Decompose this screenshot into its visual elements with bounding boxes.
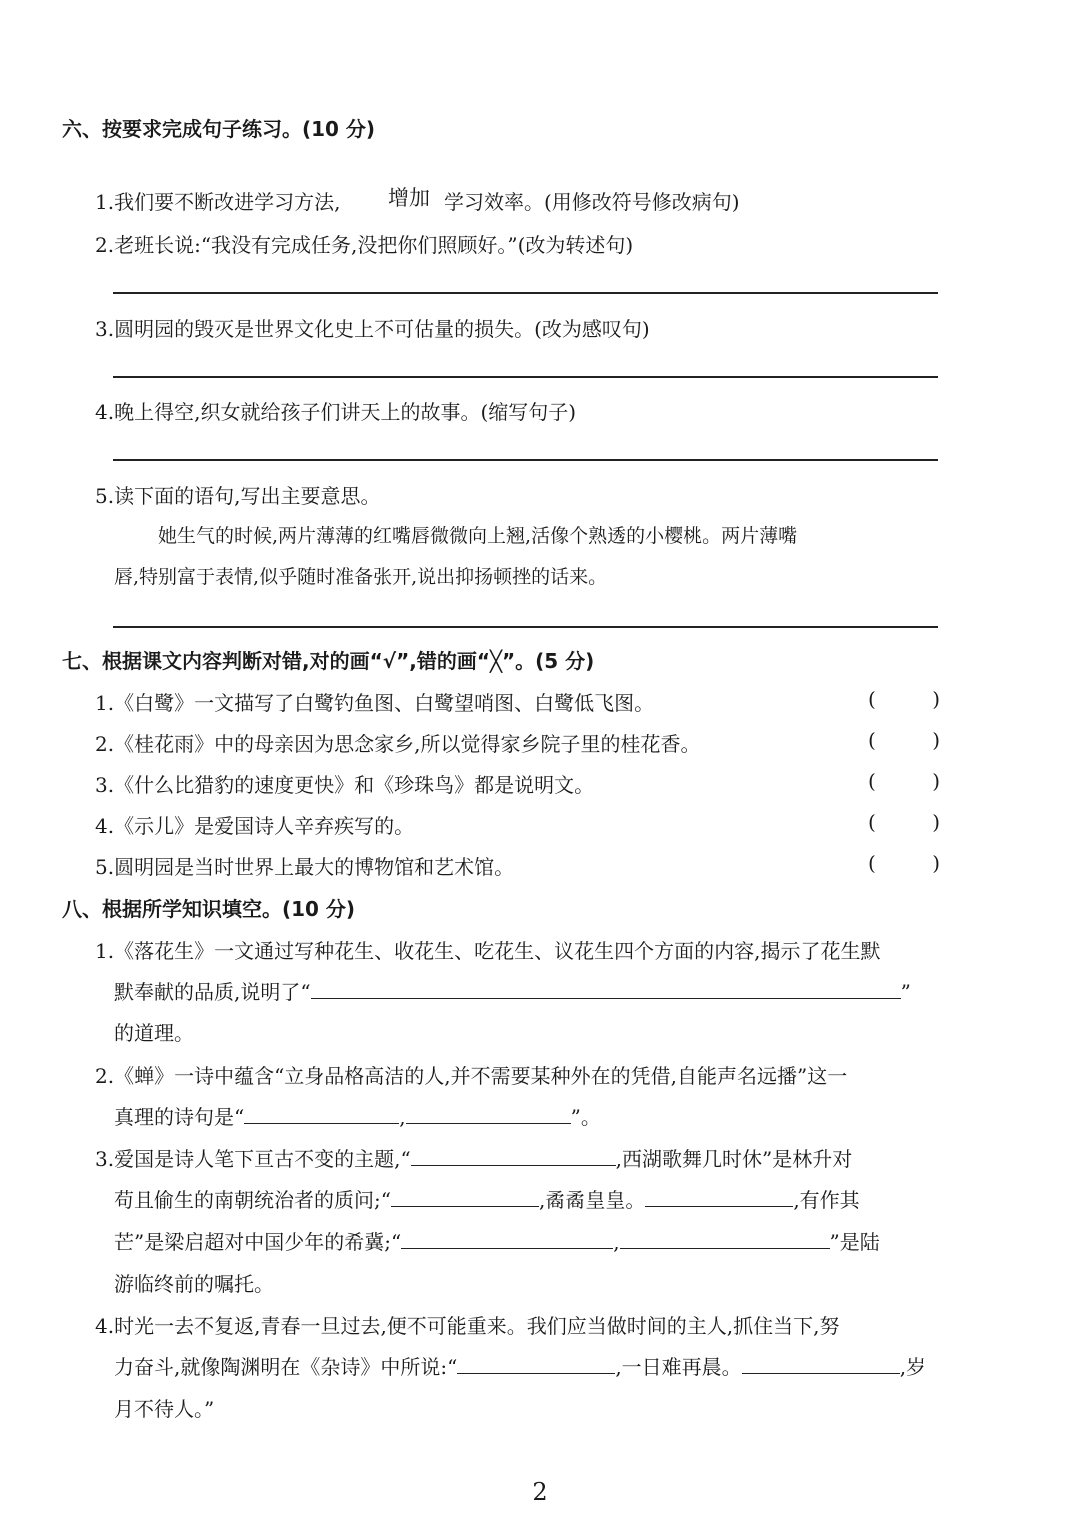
s8-q4-blank-1[interactable] bbox=[457, 1353, 615, 1374]
s6-q1-part-a: 1.我们要不断改进学习方法, bbox=[95, 190, 341, 214]
s8-q2-line-2: 真理的诗句是“ , ”。 bbox=[114, 1105, 601, 1129]
s8-q3-line-2: 苟且偷生的南朝统治者的质问;“ ,矞矞皇皇。 ,有作其 bbox=[114, 1188, 860, 1212]
answer-line-s6-q5[interactable] bbox=[113, 626, 938, 628]
s8-q4-line-2: 力奋斗,就像陶渊明在《杂诗》中所说:“ ,一日难再晨。 ,岁 bbox=[114, 1355, 927, 1379]
s8-q4-line-3: 月不待人。” bbox=[114, 1397, 215, 1421]
s8-q3-blank-4[interactable] bbox=[401, 1228, 613, 1249]
s8-q2-line-1: 2.《蝉》一诗中蕴含“立身品格高洁的人,并不需要某种外在的凭借,自能声名远播”这一 bbox=[95, 1064, 848, 1088]
s7-item-2: 2.《桂花雨》中的母亲因为思念家乡,所以觉得家乡院子里的桂花香。 bbox=[95, 732, 701, 756]
s6-q5: 5.读下面的语句,写出主要意思。 bbox=[95, 484, 381, 508]
s6-q1-handwritten-word: 增加 bbox=[388, 186, 430, 210]
s8-q3-line-3: 芒”是梁启超对中国少年的希冀;“ , ”是陆 bbox=[114, 1230, 880, 1254]
s7-item-5: 5.圆明园是当时世界上最大的博物馆和艺术馆。 bbox=[95, 855, 515, 879]
s8-q4-blank-2[interactable] bbox=[742, 1353, 900, 1374]
s7-item-4: 4.《示儿》是爱国诗人辛弃疾写的。 bbox=[95, 814, 415, 838]
page-number: 2 bbox=[532, 1478, 548, 1506]
s7-item-1: 1.《白鹭》一文描写了白鹭钓鱼图、白鹭望哨图、白鹭低飞图。 bbox=[95, 691, 655, 715]
answer-line-s6-q3[interactable] bbox=[113, 376, 938, 378]
section-6-title: 六、按要求完成句子练习。(10 分) bbox=[62, 117, 376, 141]
s6-q3: 3.圆明园的毁灭是世界文化史上不可估量的损失。(改为感叹句) bbox=[95, 317, 650, 341]
s6-q5-passage-line-2: 唇,特别富于表情,似乎随时准备张开,说出抑扬顿挫的话来。 bbox=[114, 566, 608, 588]
s8-q2-blank-2[interactable] bbox=[406, 1103, 571, 1124]
s8-q1-line-1: 1.《落花生》一文通过写种花生、收花生、吃花生、议花生四个方面的内容,揭示了花生默 bbox=[95, 939, 881, 963]
answer-line-s6-q2[interactable] bbox=[113, 292, 938, 294]
s8-q3-line-4: 游临终前的嘱托。 bbox=[114, 1272, 274, 1296]
s6-q2: 2.老班长说:“我没有完成任务,没把你们照顾好。”(改为转述句) bbox=[95, 233, 634, 257]
section-8-title: 八、根据所学知识填空。(10 分) bbox=[62, 897, 356, 921]
s6-q5-passage-line-1: 她生气的时候,两片薄薄的红嘴唇微微向上翘,活像个熟透的小樱桃。两片薄嘴 bbox=[158, 525, 798, 547]
s6-q1-part-b: 学习效率。(用修改符号修改病句) bbox=[444, 190, 740, 214]
answer-line-s6-q4[interactable] bbox=[113, 459, 938, 461]
section-7-title: 七、根据课文内容判断对错,对的画“√”,错的画“╳”。(5 分) bbox=[62, 649, 595, 673]
s8-q3-blank-3[interactable] bbox=[645, 1186, 793, 1207]
s6-q4: 4.晚上得空,织女就给孩子们讲天上的故事。(缩写句子) bbox=[95, 400, 577, 424]
s8-q2-blank-1[interactable] bbox=[244, 1103, 399, 1124]
s8-q1-line-2: 默奉献的品质,说明了“ ” bbox=[114, 980, 911, 1004]
s8-q3-blank-5[interactable] bbox=[620, 1228, 830, 1249]
s8-q1-line-3: 的道理。 bbox=[114, 1021, 194, 1045]
s8-q1-blank[interactable] bbox=[311, 978, 901, 999]
s8-q3-blank-2[interactable] bbox=[391, 1186, 539, 1207]
s8-q4-line-1: 4.时光一去不复返,青春一旦过去,便不可能重来。我们应当做时间的主人,抓住当下,努 bbox=[95, 1314, 840, 1338]
s8-q3-line-1: 3.爱国是诗人笔下亘古不变的主题,“ ,西湖歌舞几时休”是林升对 bbox=[95, 1147, 853, 1171]
s7-item-3: 3.《什么比猎豹的速度更快》和《珍珠鸟》都是说明文。 bbox=[95, 773, 595, 797]
s8-q3-blank-1[interactable] bbox=[411, 1145, 616, 1166]
